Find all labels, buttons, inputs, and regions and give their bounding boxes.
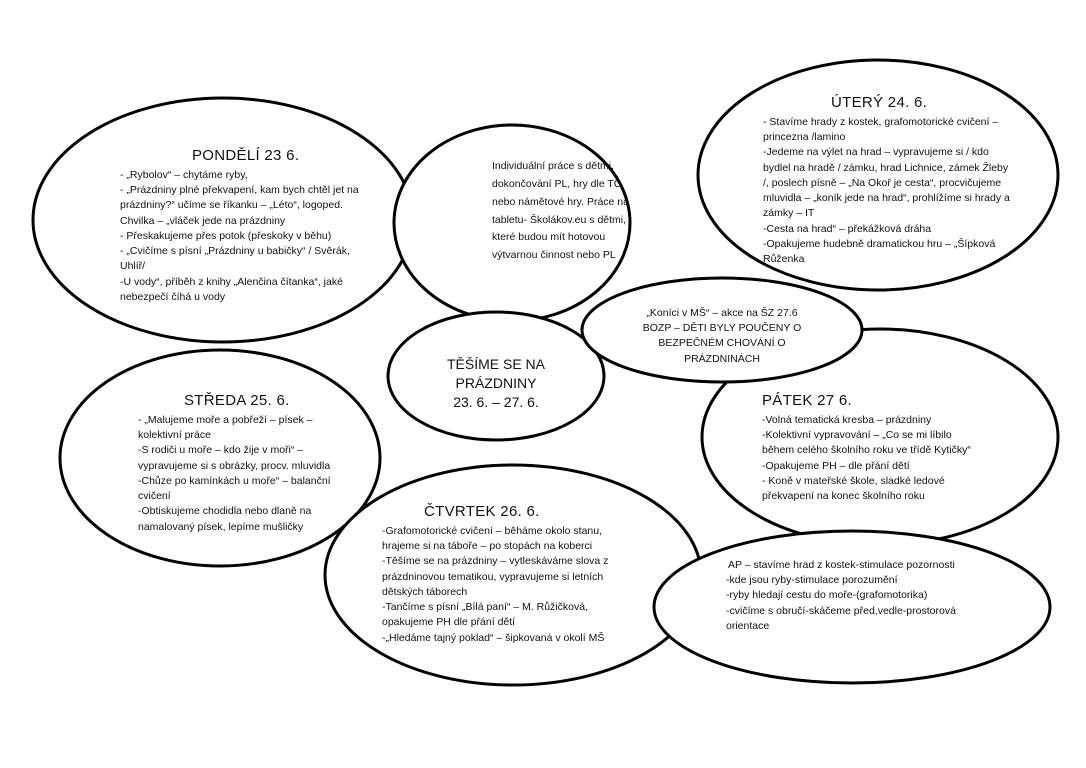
friday-title: PÁTEK 27 6. (762, 392, 853, 409)
individual-section (492, 158, 642, 265)
ap-line: -cvičíme s obručí-skáčeme před,vedle-prostorová orientace (726, 604, 956, 632)
center-line-1: TĚŠÍME SE NA (446, 356, 546, 372)
wednesday-line: -Chůze po kamínkách u moře“ – balanční cvičení (138, 474, 331, 503)
event-section (622, 306, 822, 367)
wednesday-line: -Obtiskujeme chodidla nebo dlaně na namalovaný písek, lepíme mušličky (138, 505, 312, 533)
center-line-2: PRÁZDNINY (455, 374, 537, 391)
tuesday-line: -Cesta na hrad“ – překážková dráha (763, 222, 932, 235)
wednesday-line: - „Malujeme moře a pobřeží – písek – kolektivní práce (138, 414, 313, 442)
thursday-line: -Tančíme s písní „Bílá paní“ – M. Růžičková, opakujeme PH dle přání dětí (382, 601, 588, 629)
event-line-1: „Koníci v MŠ“ – akce na ŠZ 27.6 (646, 307, 798, 319)
tuesday-section (763, 94, 1015, 267)
thursday-line: -„Hledáme tajný poklad“ – šipkovaná v okolí MŠ (382, 631, 605, 644)
friday-line: -Volná tematická kresba – prázdniny (762, 414, 932, 426)
monday-title: PONDĚLÍ 23 6. (192, 147, 300, 164)
monday-line: - „Rybolov“ – chytáme ryby, (120, 169, 248, 181)
wednesday-section (138, 392, 338, 535)
monday-line: - Přeskakujeme přes potok (přeskoky v běhu) (120, 229, 332, 242)
thursday-line: -Grafomotorické cvičení – běháme okolo stanu, hrajeme si na táboře – po stopách na koberci (382, 525, 603, 553)
tuesday-title: ÚTERÝ 24. 6. (831, 94, 928, 111)
monday-line: -U vody“, příběh z knihy „Alenčina čítanka“, jaké nebezpečí číhá u vody (120, 275, 343, 303)
center-line-3: 23. 6. – 27. 6. (453, 393, 539, 410)
monday-line: - „Cvičíme s písní „Prázdniny u babičky“ / Svěrák, Uhlíř/ (120, 245, 350, 273)
ap-section (726, 558, 964, 634)
tuesday-line: -Opakujeme hudebně dramatickou hru – „Šípková Růženka (763, 237, 996, 265)
ap-line: AP – stavíme hrad z kostek-stimulace pozornosti (728, 559, 955, 571)
wednesday-line: -S rodiči u moře – kdo žije v moři“ – vypravujeme si s obrázky, procv. mluvidla (138, 444, 331, 472)
friday-line: - Koně v mateřské škole, sladké ledové překvapení na konec školního roku (762, 474, 945, 503)
thursday-section (382, 503, 624, 646)
friday-section (762, 392, 984, 504)
event-line-2: BOZP – DĚTI BYLY POUČENY O BEZPEČNÉM CHOVÁNÍ O PRÁZDNINÁCH (642, 322, 802, 365)
tuesday-line: -Jedeme na výlet na hrad – vypravujeme si / kdo bydlel na hradě / zámku, hrad Lichnice, zámek Žleby /, poslech písně – „Na Okoř je cesta“, procvičujeme mluvidla – „koník jede na hrad“, prohlížíme si hrady a zámky – IT (763, 146, 1010, 220)
center-section (421, 355, 571, 412)
ap-line: -ryby hledají cestu do moře-(grafomotorika) (726, 589, 928, 602)
wednesday-title: STŘEDA 25. 6. (184, 392, 290, 409)
friday-line: -Opakujeme PH – dle přání dětí (762, 459, 910, 472)
thursday-title: ČTVRTEK 26. 6. (424, 503, 540, 520)
friday-line: -Kolektivní vypravování – „Co se mi líbilo během celého školního roku ve třídě Kytičky“ (762, 429, 971, 457)
thursday-line: -Těšíme se na prázdniny – vytleskáváme slova z prázdninovou tematikou, vypravujeme si letních dětských táborech (382, 555, 609, 598)
monday-line: - „Prázdniny plné překvapení, kam bych chtěl jet na prázdniny?“ učíme se říkanku – „Léto“, logoped. Chvilka – „vláček jede na prázdniny (120, 184, 359, 227)
monday-section (120, 147, 370, 305)
individual-text: Individuální práce s dětmi, dokončování PL, hry dle TC nebo námětové hry. Práce na tabletu- Školákov.eu s dětmi, které budou mít hotovou výtvarnou činnost nebo PL (492, 160, 629, 262)
tuesday-line: - Stavíme hrady z kostek, grafomotorické cvičení – princezna /lamino (763, 116, 999, 144)
ap-line: -kde jsou ryby-stimulace porozumění (726, 574, 898, 587)
